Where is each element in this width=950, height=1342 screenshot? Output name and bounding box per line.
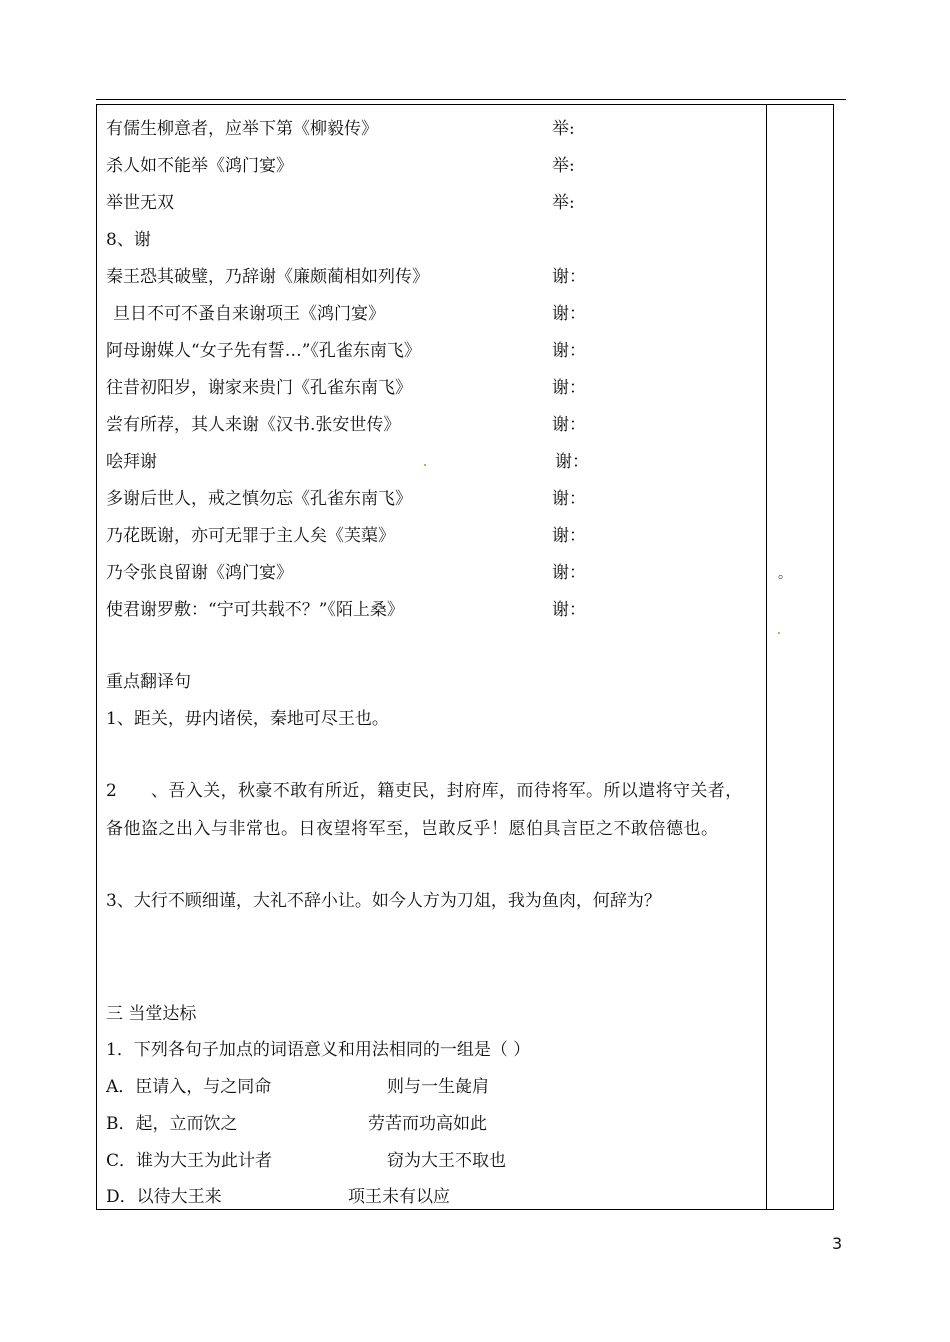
xie-label-10: 谢： (552, 600, 586, 620)
xie-label-1: 谢： (552, 267, 586, 287)
xie-label-8: 谢： (552, 526, 586, 546)
header-rule (96, 99, 846, 100)
xie-label-9: 谢： (552, 563, 586, 583)
ju-label-1: 举: (552, 119, 575, 139)
xie-example-1: 秦王恐其破璧，乃辞谢《廉颇蔺相如列传》 (106, 267, 429, 287)
xie-label-2: 谢： (552, 304, 586, 324)
option-c-pair: 窃为大王不取也 (387, 1151, 506, 1171)
translation-q3: 3、大行不顾细谨，大礼不辞小让。如今人方为刀俎，我为鱼肉，何辞为？ (106, 891, 661, 911)
xie-heading: 8、谢 (106, 230, 151, 250)
translation-heading: 重点翻译句 (106, 672, 191, 692)
option-d-pair: 项王未有以应 (348, 1187, 450, 1207)
xie-example-7: 多谢后世人，戒之慎勿忘《孔雀东南飞》 (106, 489, 412, 509)
ju-example-1: 有儒生柳意者，应举下第《柳毅传》 (106, 119, 378, 139)
ju-example-3: 举世无双 (106, 193, 174, 213)
side-period-mark: 。 (778, 566, 792, 582)
ju-label-2: 举: (552, 156, 575, 176)
xie-example-10: 使君谢罗敷：“宁可共载不？”《陌上桑》 (106, 600, 404, 620)
option-d: D．以待大王来 (106, 1187, 222, 1207)
page-number: 3 (832, 1234, 843, 1253)
xie-label-5: 谢： (552, 415, 586, 435)
exercise-heading: 三 当堂达标 (106, 1004, 197, 1024)
stray-dot-mark (424, 464, 426, 466)
option-a: A．臣请入，与之同命 (106, 1077, 272, 1097)
xie-example-8: 乃花既谢，亦可无罪于主人矣《芙蕖》 (106, 526, 395, 546)
xie-label-3: 谢： (552, 341, 586, 361)
exercise-question: 1．下列各句子加点的词语意义和用法相同的一组是（ ） (106, 1040, 531, 1060)
xie-example-2: 旦日不可不蚤自来谢项王《鸿门宴》 (113, 304, 385, 324)
option-b: B．起，立而饮之 (106, 1114, 238, 1134)
ju-example-2: 杀人如不能举《鸿门宴》 (106, 156, 293, 176)
option-a-pair: 则与一生彘肩 (387, 1077, 489, 1097)
side-dot-mark (778, 632, 780, 634)
option-b-pair: 劳苦而功高如此 (368, 1114, 487, 1134)
xie-example-6: 哙拜谢 (106, 452, 157, 472)
xie-label-6: 谢： (555, 452, 589, 472)
xie-example-4: 往昔初阳岁，谢家来贵门《孔雀东南飞》 (106, 378, 412, 398)
ju-label-3: 举: (552, 193, 575, 213)
xie-label-7: 谢： (552, 489, 586, 509)
translation-q2-line2: 备他盗之出入与非常也。日夜望将军至，岂敢反乎！愿伯具言臣之不敢倍德也。 (106, 819, 719, 839)
option-c: C．谁为大王为此计者 (106, 1151, 273, 1171)
xie-example-9: 乃令张良留谢《鸿门宴》 (106, 563, 293, 583)
translation-q2-number: 2 (106, 781, 117, 801)
translation-q1: 1、距关，毋内诸侯，秦地可尽王也。 (106, 709, 389, 729)
translation-q2-line1: 、吾入关，秋豪不敢有所近，籍吏民，封府库，而待将军。所以遣将守关者， (151, 781, 743, 801)
xie-example-5: 尝有所荐，其人来谢《汉书.张安世传》 (106, 415, 401, 435)
xie-label-4: 谢： (552, 378, 586, 398)
xie-example-3: 阿母谢媒人“女子先有誓…”《孔雀东南飞》 (106, 341, 421, 361)
column-divider (766, 104, 767, 1210)
